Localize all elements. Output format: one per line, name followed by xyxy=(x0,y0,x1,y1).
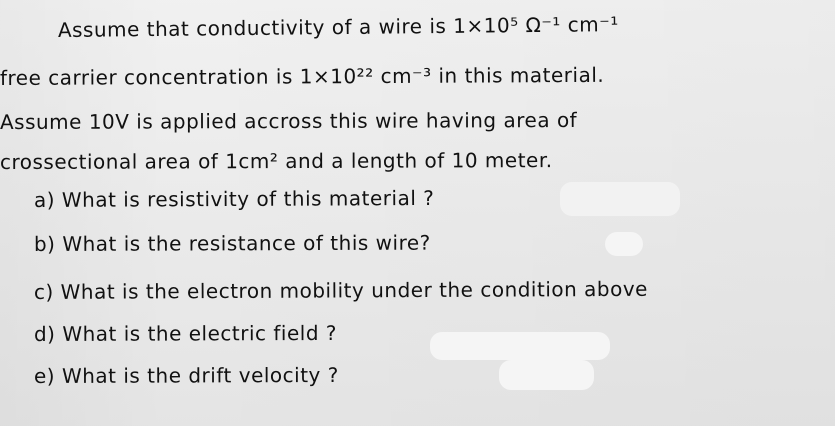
glare-smudge xyxy=(430,332,610,360)
problem-line-4: crossectional area of 1cm² and a length of 10 meter. xyxy=(0,148,553,174)
glare-smudge xyxy=(560,182,680,216)
question-c: c) What is the electron mobility under the condition above xyxy=(33,276,649,304)
question-a: a) What is resistivity of this material ? xyxy=(33,185,435,212)
question-b: b) What is the resistance of this wire? xyxy=(33,230,431,256)
problem-line-3: Assume 10V is applied accross this wire having area of xyxy=(0,107,578,134)
glare-smudge xyxy=(499,360,594,390)
problem-line-1: Assume that conductivity of a wire is 1×10⁵ Ω⁻¹ cm⁻¹ xyxy=(57,12,619,42)
question-e: e) What is the drift velocity ? xyxy=(33,362,339,388)
glare-smudge xyxy=(605,232,643,256)
problem-line-2: free carrier concentration is 1×10²² cm⁻³ in this material. xyxy=(0,62,605,90)
question-d: d) What is the electric field ? xyxy=(33,320,338,346)
